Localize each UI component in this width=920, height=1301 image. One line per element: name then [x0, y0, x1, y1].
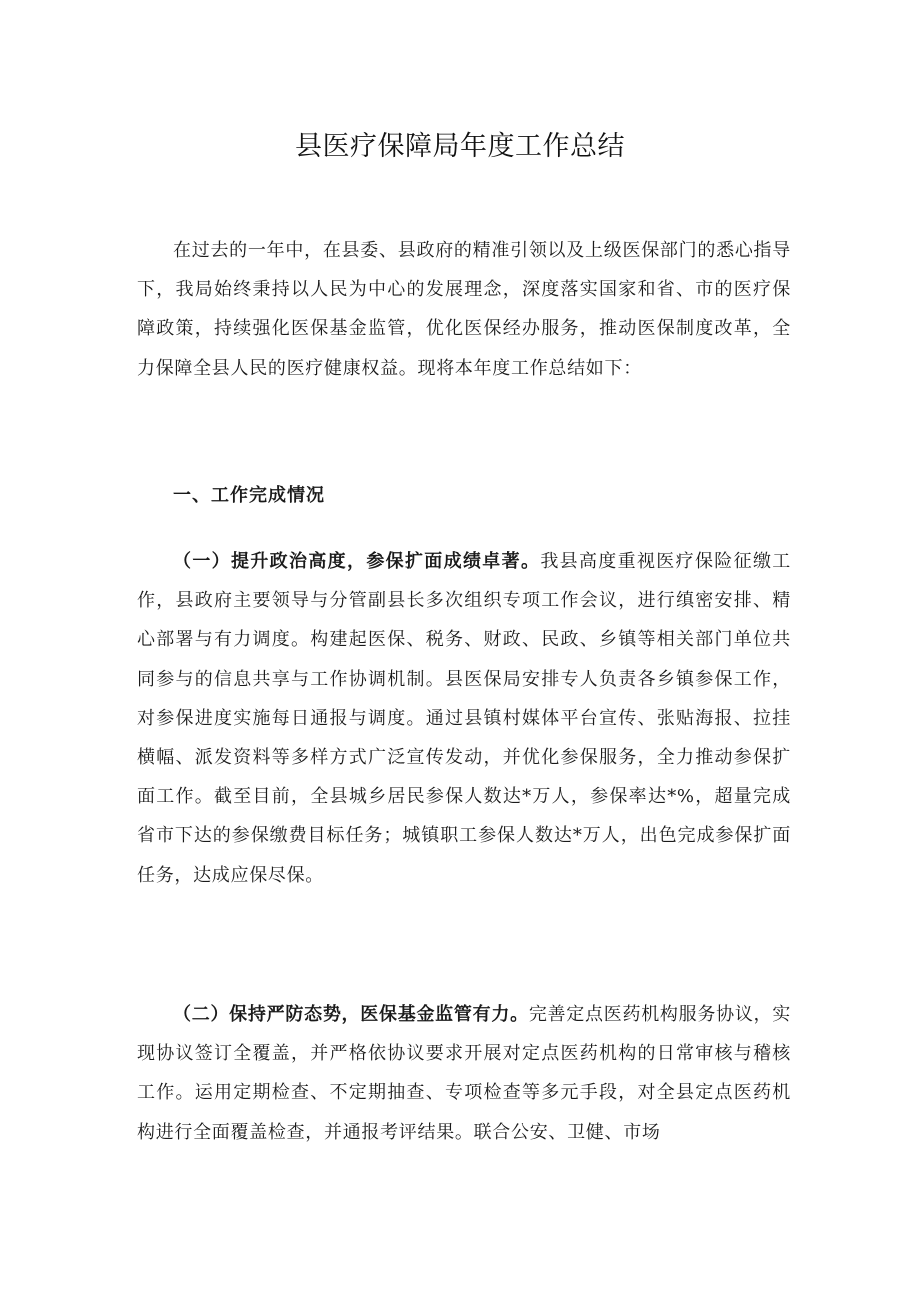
- intro-paragraph: 在过去的一年中，在县委、县政府的精准引领以及上级医保部门的悉心指导下，我局始终秉持以人民为中心的发展理念，深度落实国家和省、市的医疗保障政策，持续强化医保基金监管，优化医保经办服务，推动医保制度改革，全力保障全县人民的医疗健康权益。现将本年度工作总结如下：: [137, 240, 791, 379]
- item-body: 我县高度重视医疗保险征缴工作，县政府主要领导与分管副县长多次组织专项工作会议，进行缜密安排、精心部署与有力调度。构建起医保、税务、财政、民政、乡镇等相关部门单位共同参与的信息共享与工作协调机制。县医保局安排专人负责各乡镇参保工作，对参保进度实施每日通报与调度。通过县镇村媒体平台宣传、张贴海报、拉挂横幅、派发资料等多样方式广泛宣传发动，并优化参保服务，全力推动参保扩面工作。截至目前，全县城乡居民参保人数达*万人，参保率达*%，超量完成省市下达的参保缴费目标任务；城镇职工参保人数达*万人，出色完成参保扩面任务，达成应保尽保。: [137, 551, 791, 886]
- item-paragraph-2: [137, 995, 791, 1152]
- page-title: 县医疗保障局年度工作总结: [295, 131, 625, 162]
- item-paragraph-1: [137, 542, 791, 895]
- section-heading: 一、工作完成情况: [173, 485, 325, 506]
- item-lead: （一）提升政治高度，参保扩面成绩卓著。: [173, 551, 541, 572]
- item-lead: （二）保持严防态势，医保基金监管有力。: [173, 1004, 529, 1025]
- item-body: 完善定点医药机构服务协议，实现协议签订全覆盖，并严格依协议要求开展对定点医药机构的日常审核与稽核工作。运用定期检查、不定期抽查、专项检查等多元手段，对全县定点医药机构进行全面覆盖检查，并通报考评结果。联合公安、卫健、市场: [137, 1004, 791, 1143]
